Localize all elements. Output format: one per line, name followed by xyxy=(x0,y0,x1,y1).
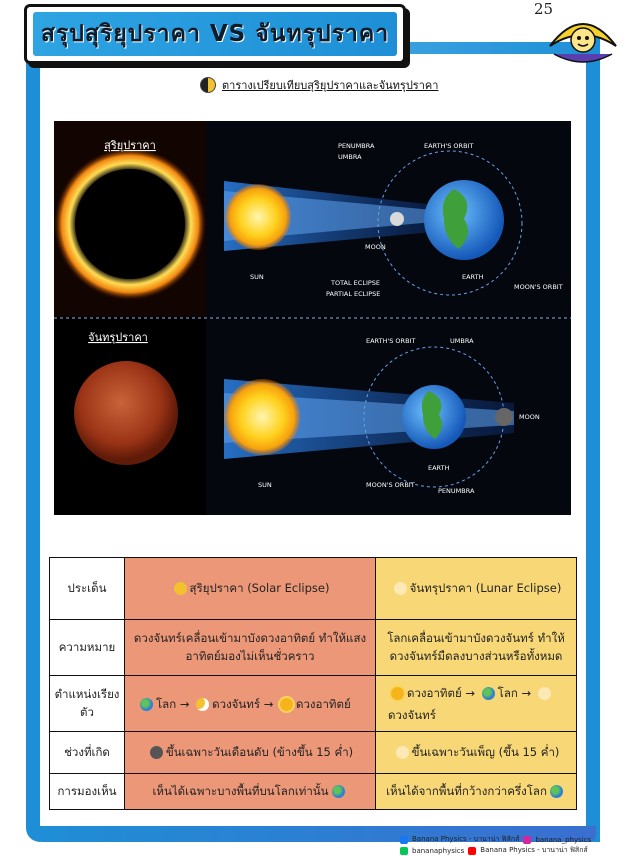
row-topic: การมองเห็น xyxy=(50,774,125,810)
earth-icon xyxy=(140,698,153,711)
label-moons-orbit: MOON'S ORBIT xyxy=(514,283,563,291)
header-solar: สุริยุปราคา (Solar Eclipse) xyxy=(125,558,376,620)
label-lunar-umbra: UMBRA xyxy=(450,337,474,345)
label-lunar-earth: EARTH xyxy=(428,464,450,472)
line-icon xyxy=(400,847,408,855)
sun-icon xyxy=(391,687,404,700)
page-frame-left xyxy=(26,42,40,842)
label-lunar-penumbra: PENUMBRA xyxy=(438,487,475,495)
row-solar-cell: ขึ้นเฉพาะวันเดือนดับ (ข้างขึ้น 15 ค่ำ) xyxy=(125,732,376,774)
facebook-handle[interactable]: Banana Physics - บานาน่า ฟิสิกส์ xyxy=(412,835,520,843)
earth-icon xyxy=(482,687,495,700)
facebook-icon xyxy=(400,836,408,844)
label-partial-eclipse: PARTIAL ECLIPSE xyxy=(326,290,381,298)
youtube-icon xyxy=(468,847,476,855)
smile-sun-icon xyxy=(174,582,187,595)
label-total-eclipse: TOTAL ECLIPSE xyxy=(331,279,381,287)
table-header-row xyxy=(50,558,577,620)
row-lunar-cell: เห็นได้จากพื้นที่กว้างกว่าครึ่งโลก xyxy=(376,774,577,810)
sun-icon xyxy=(280,698,293,711)
social-footer xyxy=(400,834,630,854)
full-moon-icon xyxy=(396,746,409,759)
page-header xyxy=(24,4,406,64)
solar-eclipse-heading: สุริยุปราคา xyxy=(104,139,156,152)
page-number: 25 xyxy=(534,0,554,18)
table-row xyxy=(50,676,577,732)
line-handle[interactable]: bananaphysics xyxy=(412,846,465,855)
comparison-table xyxy=(49,557,577,810)
caption-text: ตารางเปรียบเทียบสุริยุปราคาและจันทรุปราคา xyxy=(222,79,439,92)
earth-icon xyxy=(332,785,345,798)
figure-caption xyxy=(200,76,438,94)
label-earth: EARTH xyxy=(462,273,484,281)
page-frame-right xyxy=(586,38,600,842)
row-lunar-cell: ดวงอาทิตย์ → โลก → ดวงจันทร์ xyxy=(376,676,577,732)
header-lunar: จันทรุปราคา (Lunar Eclipse) xyxy=(376,558,577,620)
table-row xyxy=(50,620,577,676)
full-moon-icon xyxy=(394,582,407,595)
label-lunar-moons-orbit: MOON'S ORBIT xyxy=(366,481,415,489)
row-lunar-cell: โลกเคลื่อนเข้ามาบังดวงจันทร์ ทำให้ดวงจันทร์มืดลงบางส่วนหรือทั้งหมด xyxy=(376,620,577,676)
label-lunar-sun: SUN xyxy=(258,481,272,489)
eclipse-diagram xyxy=(54,121,571,515)
row-topic: ตำแหน่งเรียงตัว xyxy=(50,676,125,732)
crescent-moon-icon xyxy=(196,698,209,711)
label-lunar-earths-orbit: EARTH'S ORBIT xyxy=(366,337,416,345)
row-solar-cell: ดวงจันทร์เคลื่อนเข้ามาบังดวงอาทิตย์ ทำให้แสงอาทิตย์มองไม่เห็นชั่วคราว xyxy=(125,620,376,676)
row-solar-cell: โลก → ดวงจันทร์ → ดวงอาทิตย์ xyxy=(125,676,376,732)
label-moon: MOON xyxy=(365,243,386,251)
half-moon-icon xyxy=(200,77,216,93)
table-row xyxy=(50,774,577,810)
table-row xyxy=(50,732,577,774)
header-topic: ประเด็น xyxy=(50,558,125,620)
earth-icon xyxy=(550,785,563,798)
row-solar-cell: เห็นได้เฉพาะบางพื้นที่บนโลกเท่านั้น xyxy=(125,774,376,810)
label-earths-orbit: EARTH'S ORBIT xyxy=(424,142,474,150)
full-moon-icon xyxy=(538,687,551,700)
instagram-handle[interactable]: banana_physics xyxy=(535,835,592,844)
new-moon-icon xyxy=(150,746,163,759)
row-topic: ช่วงที่เกิด xyxy=(50,732,125,774)
instagram-icon xyxy=(523,836,531,844)
youtube-handle[interactable]: Banana Physics - บานาน่า ฟิสิกส์ xyxy=(480,846,588,854)
label-umbra: UMBRA xyxy=(338,153,362,161)
page-title: สรุปสุริยุปราคา VS จันทรุปราคา xyxy=(40,21,390,47)
banana-physics-logo xyxy=(544,8,622,68)
lunar-eclipse-heading: จันทรุปราคา xyxy=(88,331,148,344)
label-lunar-moon: MOON xyxy=(519,413,540,421)
row-lunar-cell: ขึ้นเฉพาะวันเพ็ญ (ขึ้น 15 ค่ำ) xyxy=(376,732,577,774)
label-penumbra: PENUMBRA xyxy=(338,142,375,150)
row-topic: ความหมาย xyxy=(50,620,125,676)
label-sun: SUN xyxy=(250,273,264,281)
